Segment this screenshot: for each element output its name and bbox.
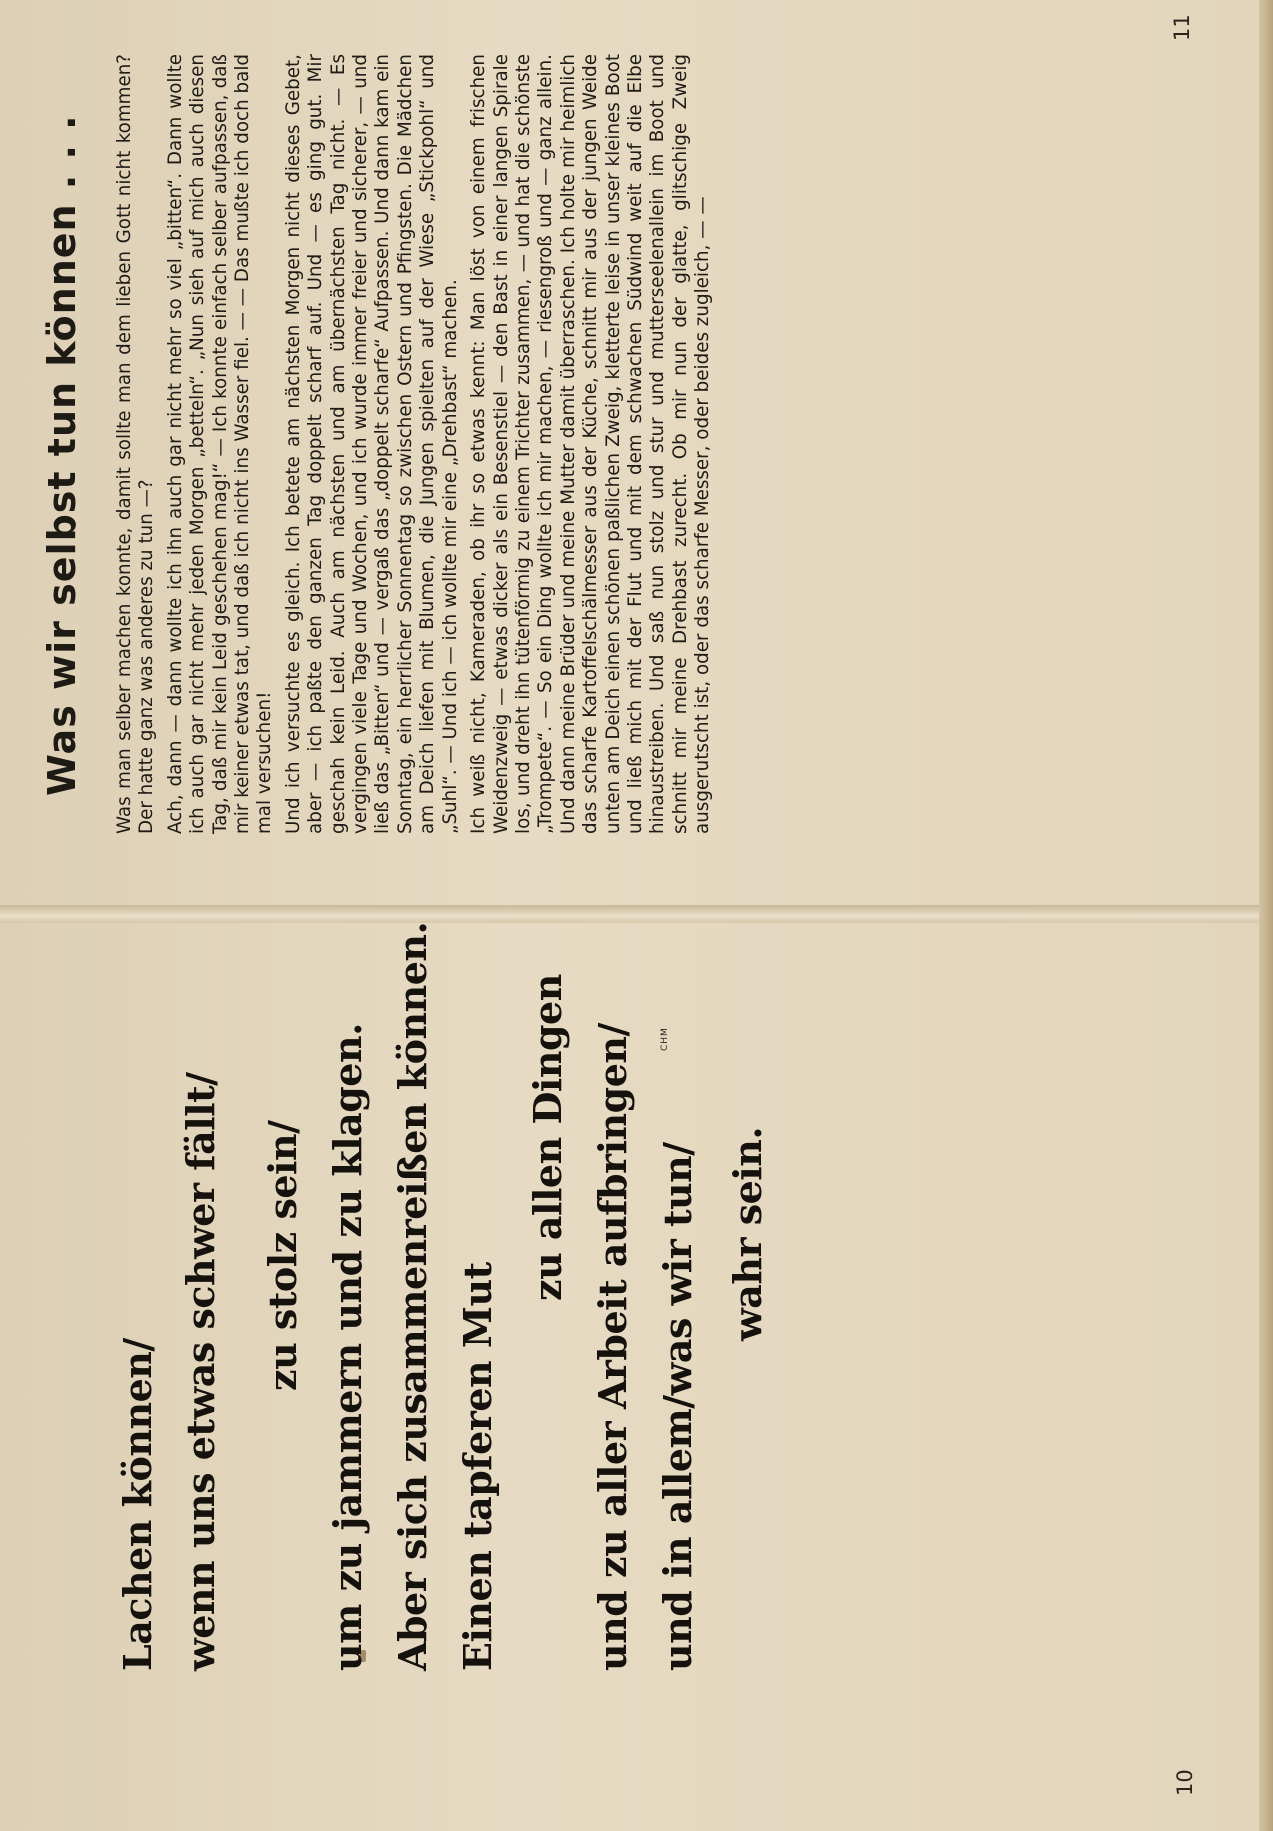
right-page bbox=[0, 0, 1273, 851]
article-paragraph: Und ich versuchte es gleich. Ich betete am nächsten Morgen nicht dieses Gebet, aber — ich paßte den ganzen Tag doppelt scharf auf. Und — es ging gut. Mir geschah kein Leid. Auch am nächsten und am übernächsten Tag nicht. — Es vergingen viele Tage und Wochen, und ich wurde immer freier und sicherer, — und ließ das „Bitten“ und — vergaß das „doppelt scharfe“ Aufpassen. Und dann kam ein Sonntag, ein herrlicher Sonnentag so zwischen Ostern und Pfingsten. Die Mädchen am Deich liefen mit Blumen, die Jungen spielten auf der Wiese „Stickpohl“ und „Suhl“. — Und ich — ich wollte mir eine „Drehbast“ machen. bbox=[282, 54, 461, 834]
poem-line: Lachen können/ bbox=[115, 1338, 160, 1671]
author-initials: CHM bbox=[660, 1027, 670, 1051]
left-page bbox=[0, 921, 1273, 1831]
article-paragraph: Was man selber machen konnte, damit sollte man dem lieben Gott nicht kommen? Der hatte ganz was anderes zu tun —? bbox=[114, 54, 158, 834]
poem-line: Aber sich zusammenreißen können. bbox=[390, 921, 435, 1671]
poem-line: Einen tapferen Mut bbox=[455, 1262, 500, 1671]
poem-line: wahr sein. bbox=[725, 1126, 770, 1341]
poem-line: zu allen Dingen bbox=[525, 974, 570, 1301]
poem-line: um zu jammern und zu klagen. bbox=[325, 1023, 370, 1671]
article-body bbox=[114, 54, 721, 834]
poem-line: zu stolz sein/ bbox=[260, 1120, 305, 1391]
page-number-left: 10 bbox=[1173, 1769, 1197, 1796]
article-title: Was wir selbst tun können . . . bbox=[40, 114, 84, 796]
poem-line: und in allem/was wir tun/ bbox=[655, 1142, 700, 1671]
poem-line: und zu aller Arbeit aufbringen/ bbox=[590, 1023, 635, 1671]
page-number-right: 11 bbox=[1170, 14, 1194, 41]
article-paragraph: Ach, dann — dann wollte ich ihn auch gar nicht mehr so viel „bitten“. Dann wollte ich auch gar nicht mehr jeden Morgen „betteln“. „Nun sieh auf mich auch diesen Tag, daß mir kein Leid geschehen mag!“ — Ich konnte einfach selber aufpassen, daß mir keiner etwas tat, und daß ich nicht ins Wasser fiel. — — Das mußte ich doch bald mal versuchen! bbox=[164, 54, 276, 834]
poem-line: wenn uns etwas schwer fällt/ bbox=[178, 1072, 223, 1671]
article-paragraph: Ich weiß nicht, Kameraden, ob ihr so etwas kennt: Man löst von einem frischen Weidenzweig — etwas dicker als ein Besenstiel — den Bast in einer langen Spirale los, und dreht ihn tütenförmig zu einem Trichter zusammen, — und hat die schönste „Trompete“. — So ein Ding wollte ich mir machen, — riesengroß und — ganz allein. Und dann meine Brüder und meine Mutter damit überraschen. Ich holte mir heimlich das scharfe Kartoffelschälmesser aus der Küche, schnitt mir aus der jungen Weide unten am Deich einen schönen paßlichen Zweig, kletterte leise in unser kleines Boot und ließ mich mit der Flut und mit dem schwachen Südwind weit auf die Elbe hinaustreiben. Und saß nun stolz und stur und mutterseelenallein im Boot und schnitt mir meine Drehbast zurecht. Ob mir nun der glatte, glitschige Zweig ausgerutscht ist, oder das scharfe Messer, oder beides zugleich, — — bbox=[468, 54, 714, 834]
